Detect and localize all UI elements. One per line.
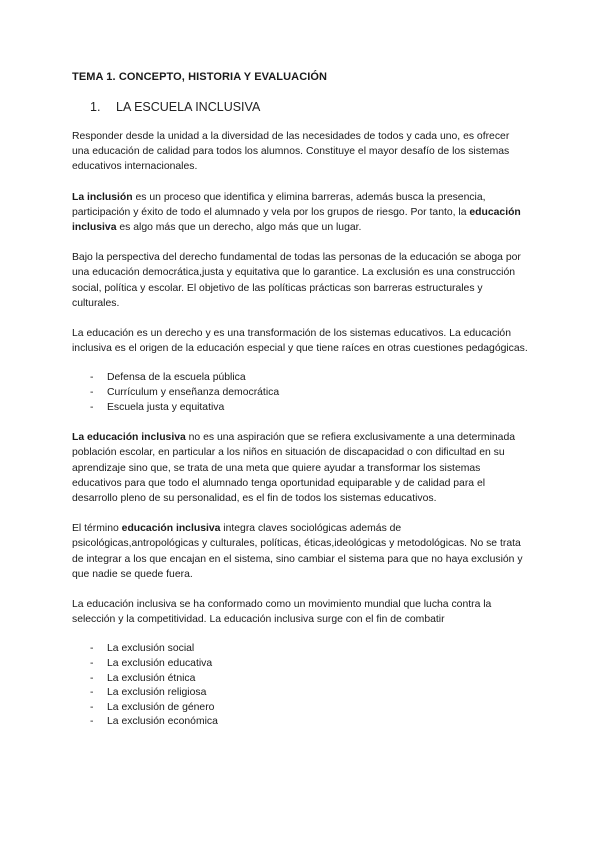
list-item-text: Escuela justa y equitativa: [107, 401, 225, 413]
dash-marker: -: [90, 372, 94, 384]
dash-marker: -: [90, 658, 94, 670]
paragraph-text: integra claves sociológicas además de psicológicas,antropológicas y culturales, políticas, éticas,ideológicas y metodológicas. No se trata de integrar a los que encajan en el sistema, sino cambiar el sistema para que no haya exclusión y que nadie se quede fuera.: [72, 523, 523, 580]
paragraph-text: El término: [72, 523, 122, 535]
dash-marker: -: [90, 387, 94, 399]
list-item-text: La exclusión de género: [107, 701, 215, 713]
list-item: [90, 672, 528, 687]
list-item-text: La exclusión educativa: [107, 658, 213, 670]
list-item-text: La exclusión económica: [107, 716, 218, 728]
bullet-list-2: [72, 642, 528, 730]
list-item: [90, 401, 528, 416]
list-item-text: La exclusión étnica: [107, 672, 196, 684]
bold-term: educación inclusiva: [121, 523, 221, 535]
list-item-text: La exclusión social: [107, 643, 195, 655]
paragraph-3: Bajo la perspectiva del derecho fundamental de todas las personas de la educación se aboga por una educación democrática,justa y equitativa que lo garantice. La exclusión es una construcción social, política y escolar. El objetivo de las políticas prácticas son barreras estructurales y culturales.: [72, 252, 521, 309]
paragraph-1: Responder desde la unidad a la diversidad de las necesidades de todos y cada uno, es ofrecer una educación de calidad para todos los alumnos. Constituye el mayor desafío de los sistemas educativos internacionales.: [72, 131, 510, 173]
paragraph-4: La educación es un derecho y es una transformación de los sistemas educativos. La educación inclusiva es el origen de la educación especial y que tiene raíces en otras cuestiones pedagógicas.: [72, 328, 528, 355]
bold-term: educación inclusiva: [72, 206, 521, 234]
list-item: [90, 686, 528, 701]
dash-marker: -: [90, 672, 94, 684]
list-item: [90, 371, 528, 386]
bold-term: La educación inclusiva: [72, 432, 186, 444]
paragraph-text: es un proceso que identifica y elimina barreras, además busca la presencia, participación y éxito de todo el alumnado y vela por los grupos de riesgo. Por tanto, la: [72, 191, 486, 218]
list-item: [90, 386, 528, 401]
bold-term: La inclusión: [72, 191, 133, 203]
paragraph-2: [72, 190, 528, 236]
list-item-text: La exclusión religiosa: [107, 687, 207, 699]
bullet-list-1: [72, 371, 528, 415]
paragraph-6: [72, 521, 528, 582]
dash-marker: -: [90, 687, 94, 699]
list-item-text: Defensa de la escuela pública: [107, 372, 246, 384]
dash-marker: -: [90, 401, 94, 413]
list-item: [90, 642, 528, 657]
paragraph-text: no es una aspiración que se refiera exclusivamente a una determinada población escolar, en particular a los niños en situación de discapacidad o con dificultad en su aprendizaje sino que, se trata de una meta que quiere ayudar a transformar los sistemas educativos para que todo el alumnado tenga oportunidad equiparable y de calidad para el desarrollo pleno de su personalidad, es el fin de todos los sistemas educativos.: [72, 432, 516, 505]
section-label: LA ESCUELA INCLUSIVA: [116, 100, 261, 114]
dash-marker: -: [90, 716, 94, 728]
dash-marker: -: [90, 643, 94, 655]
list-item-text: Currículum y enseñanza democrática: [107, 387, 280, 399]
list-item: [90, 701, 528, 716]
paragraph-5: [72, 430, 528, 506]
list-item: [90, 715, 528, 730]
paragraph-7: La educación inclusiva se ha conformado como un movimiento mundial que lucha contra la selección y la competitividad. La educación inclusiva surge con el fin de combatir: [72, 599, 492, 626]
list-item: [90, 657, 528, 672]
dash-marker: -: [90, 701, 94, 713]
section-heading: [72, 99, 528, 115]
section-number: 1.: [90, 100, 101, 114]
paragraph-text: es algo más que un derecho, algo más que un lugar.: [116, 222, 362, 234]
document-title: TEMA 1. CONCEPTO, HISTORIA Y EVALUACIÓN: [72, 71, 328, 83]
